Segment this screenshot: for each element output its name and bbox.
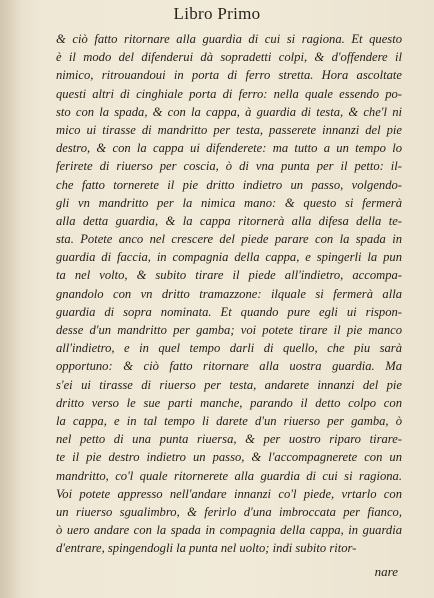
body-text bbox=[56, 30, 402, 557]
text-line: Voi potete appresso nell'andare innanzi co'l piede, vrtarlo con bbox=[56, 486, 402, 501]
text-line: è il modo del difenderui dà sopradetti colpi, & d'offendere il bbox=[56, 50, 402, 65]
text-line: sta. Potete anco nel crescere del piede parare con la spada in bbox=[56, 232, 402, 247]
text-line: te il pie destro indietro un passo, & l'accompagnerete con un bbox=[56, 450, 402, 465]
catchword: nare bbox=[374, 564, 398, 579]
text-line: mandritto, co'l quale ritornerete alla guardia di cui si ragiona. bbox=[56, 468, 402, 483]
text-line: dritto verso le sue parti manche, parando il detto colpo con bbox=[56, 395, 402, 410]
text-line: questi altri di cinghiale porta di ferro: nella quale essendo po- bbox=[56, 86, 402, 101]
text-line: nel petto di una punta riuersa, & per uostro riparo tirare- bbox=[56, 432, 402, 447]
running-header: Libro Primo bbox=[173, 4, 261, 23]
text-line: ferirete di riuerso per coscia, ò di vna punta per il petto: il- bbox=[56, 159, 402, 174]
text-line: guardia di faccia, in compagnia della cappa, e spingerli la pun bbox=[56, 250, 402, 265]
text-line: sto con la spada, & con la cappa, à guardia di testa, & che'l ni bbox=[56, 104, 402, 119]
text-line: ò uero andare con la spada in compagnia della cappa, in guardia bbox=[56, 523, 402, 538]
text-line: alla detta guardia, & la cappa ritornerà alla difesa della te- bbox=[56, 213, 402, 228]
text-line: che fatto tornerete il pie dritto indietro un passo, volgendo- bbox=[56, 177, 402, 192]
text-line: gli vn mandritto per la nimica mano: & questo si fermerà bbox=[56, 195, 402, 210]
text-line: la cappa, e in tal tempo li darete d'un riuerso per gamba, ò bbox=[56, 413, 402, 428]
page-edge-shadow bbox=[0, 0, 22, 598]
text-line: nimico, ritrouandoui in porta di ferro stretta. Hora ascoltate bbox=[56, 68, 402, 83]
text-line: & ciò fatto ritornare alla guardia di cui si ragiona. Et questo bbox=[56, 32, 402, 46]
text-line: mico ui tirasse di mandritto per testa, passerete innanzi del pie bbox=[56, 122, 402, 137]
text-line: opportuno: & ciò fatto ritornare alla uostra guardia. Ma bbox=[56, 359, 402, 374]
text-line: s'ei ui tirasse di riuerso per testa, andarete innanzi del pie bbox=[56, 377, 402, 392]
text-line: destro, & con la cappa ui difenderete: ma tutto a un tempo lo bbox=[56, 141, 402, 156]
text-line: desse d'un mandritto per gamba; voi potete tirare il pie manco bbox=[56, 323, 402, 337]
text-line: ta nel volto, & subito tirare il piede all'indietro, accompa- bbox=[56, 268, 402, 283]
text-line: guardia di sopra nominata. Et quando pure egli ui rispon- bbox=[56, 304, 402, 319]
text-line: d'entrare, spingendogli la punta nel uolto; indi subito ritor- bbox=[56, 541, 357, 556]
text-line: all'indietro, e in quel tempo darli di quello, che piu sarà bbox=[56, 341, 402, 356]
text-line: un riuerso sgualimbro, & ferirlo d'una imbroccata per fianco, bbox=[56, 504, 402, 519]
text-line: gnandolo con vn dritto tramazzone: ilquale si fermerà alla bbox=[56, 286, 402, 301]
